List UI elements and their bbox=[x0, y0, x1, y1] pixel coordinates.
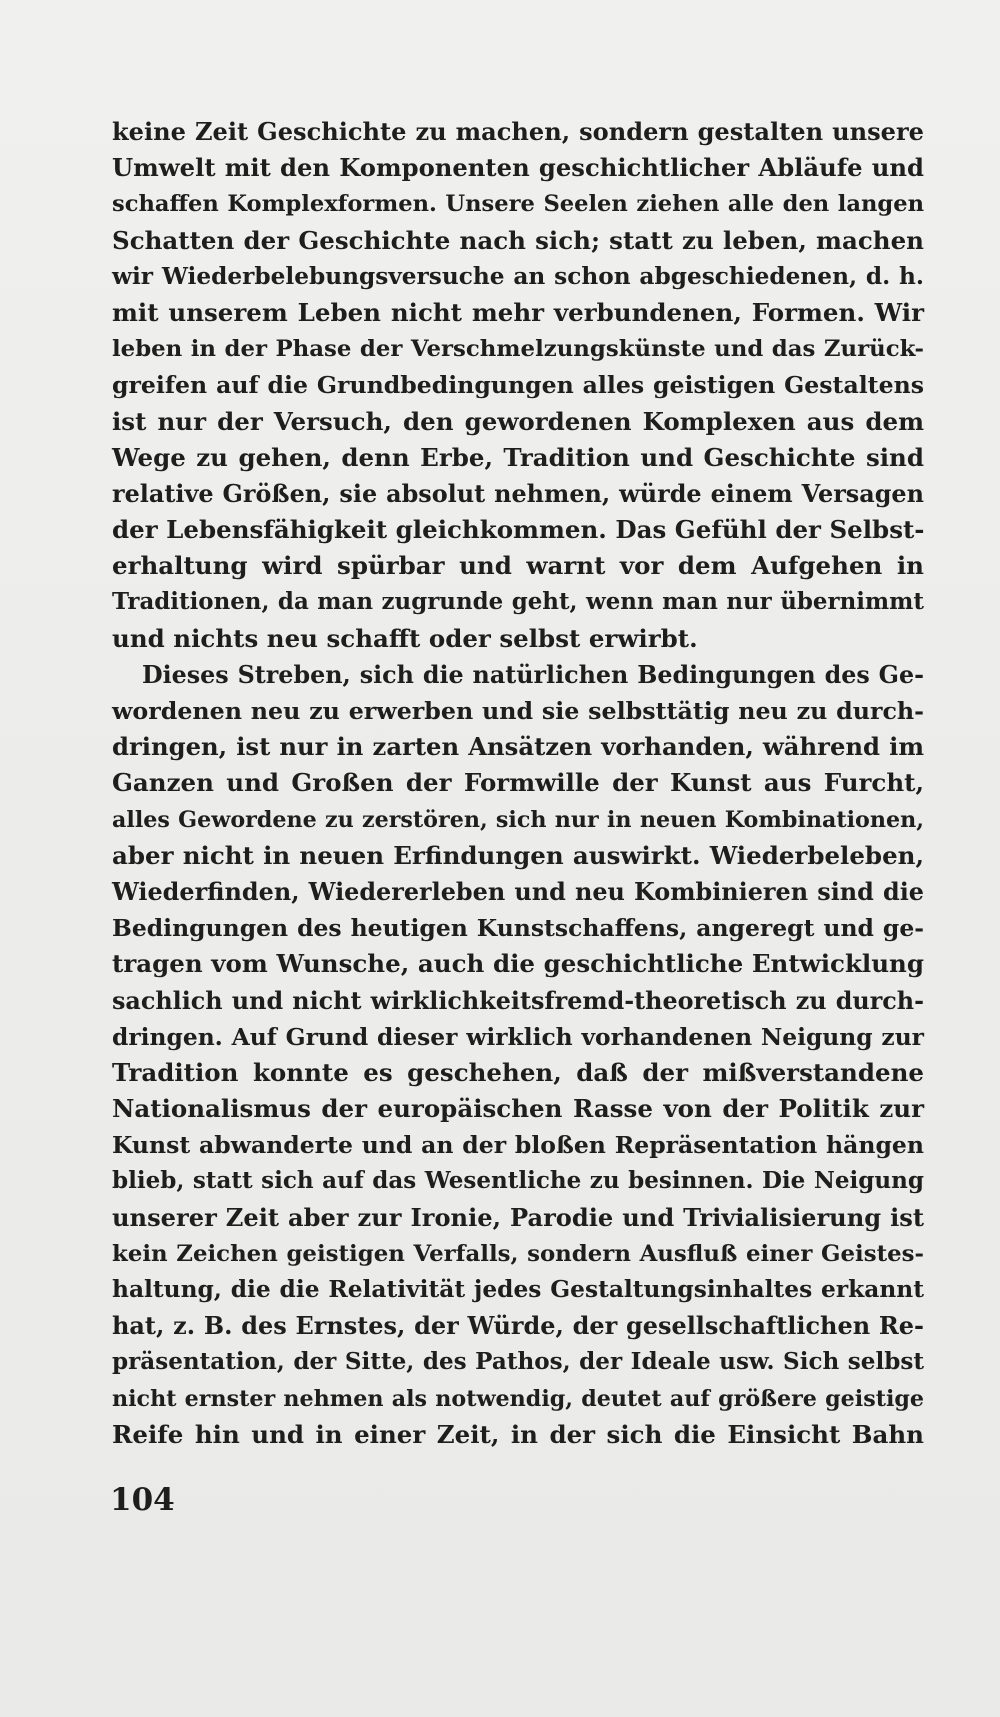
text-line: blieb, statt sich auf das Wesentliche zu besinnen. Die Neigung bbox=[112, 1167, 924, 1195]
text-line: Kunst abwanderte und an der bloßen Repräsentation hängen bbox=[112, 1131, 924, 1160]
text-line: Reife hin und in einer Zeit, in der sich die Einsicht Bahn bbox=[112, 1419, 924, 1449]
text-line: haltung, die die Relativität jedes Gestaltungsinhaltes erkannt bbox=[112, 1276, 924, 1303]
text-line: wordenen neu zu erwerben und sie selbsttätig neu zu durch- bbox=[112, 697, 924, 725]
text-line: wir Wiederbelebungsversuche an schon abgeschiedenen, d. h. bbox=[112, 262, 924, 290]
text-line: mit unserem Leben nicht mehr verbundenen, Formen. Wir bbox=[112, 297, 924, 327]
text-line: Schatten der Geschichte nach sich; statt zu leben, machen bbox=[112, 225, 924, 255]
text-line: dringen, ist nur in zarten Ansätzen vorhanden, während im bbox=[112, 732, 924, 762]
text-line: Tradition konnte es geschehen, daß der mißverstandene bbox=[112, 1057, 924, 1087]
text-line: schaffen Komplexformen. Unsere Seelen ziehen alle den langen bbox=[112, 191, 924, 218]
page-number: 104 bbox=[110, 1482, 175, 1518]
text-line: unserer Zeit aber zur Ironie, Parodie und Trivialisierung ist bbox=[112, 1202, 924, 1232]
text-line: Wege zu gehen, denn Erbe, Tradition und Geschichte sind bbox=[112, 442, 924, 472]
body-text bbox=[112, 114, 924, 1453]
text-line: Umwelt mit den Komponenten geschichtlicher Abläufe und bbox=[112, 153, 924, 183]
text-line: und nichts neu schafft oder selbst erwirbt. bbox=[112, 623, 698, 653]
text-line: präsentation, der Sitte, des Pathos, der Ideale usw. Sich selbst bbox=[112, 1348, 924, 1376]
text-line: hat, z. B. des Ernstes, der Würde, der gesellschaftlichen Re- bbox=[112, 1312, 924, 1341]
text-line: Wiederfinden, Wiedererleben und neu Kombinieren sind die bbox=[112, 877, 924, 906]
text-line: aber nicht in neuen Erfindungen auswirkt. Wiederbeleben, bbox=[112, 840, 924, 870]
text-line: sachlich und nicht wirklichkeitsfremd-theoretisch zu durch- bbox=[112, 986, 924, 1015]
text-line: greifen auf die Grundbedingungen alles geistigen Gestaltens bbox=[112, 371, 924, 400]
text-line: kein Zeichen geistigen Verfalls, sondern Ausfluß einer Geistes- bbox=[112, 1240, 924, 1267]
text-line: Traditionen, da man zugrunde geht, wenn man nur übernimmt bbox=[112, 588, 924, 616]
text-line: Dieses Streben, sich die natürlichen Bedingungen des Ge- bbox=[142, 660, 924, 689]
text-line: Ganzen und Großen der Formwille der Kunst aus Furcht, bbox=[112, 768, 924, 798]
text-line: relative Größen, sie absolut nehmen, würde einem Versagen bbox=[112, 479, 924, 508]
text-line: dringen. Auf Grund dieser wirklich vorhandenen Neigung zur bbox=[112, 1022, 924, 1051]
text-line: tragen vom Wunsche, auch die geschichtliche Entwicklung bbox=[112, 949, 924, 979]
text-line: ist nur der Versuch, den gewordenen Komplexen aus dem bbox=[112, 406, 924, 436]
text-line: Bedingungen des heutigen Kunstschaffens, angeregt und ge- bbox=[112, 914, 924, 943]
text-line: der Lebensfähigkeit gleichkommen. Das Gefühl der Selbst- bbox=[112, 515, 925, 545]
text-line: keine Zeit Geschichte zu machen, sondern gestalten unsere bbox=[112, 117, 924, 146]
text-line: erhaltung wird spürbar und warnt vor dem Aufgehen in bbox=[112, 551, 924, 581]
text-line: nicht ernster nehmen als notwendig, deutet auf größere geistige bbox=[112, 1385, 924, 1412]
text-line: alles Gewordene zu zerstören, sich nur in neuen Kombinationen, bbox=[112, 806, 924, 833]
text-line: leben in der Phase der Verschmelzungskünste und das Zurück- bbox=[112, 336, 924, 363]
text-line: Nationalismus der europäischen Rasse von der Politik zur bbox=[112, 1094, 924, 1124]
